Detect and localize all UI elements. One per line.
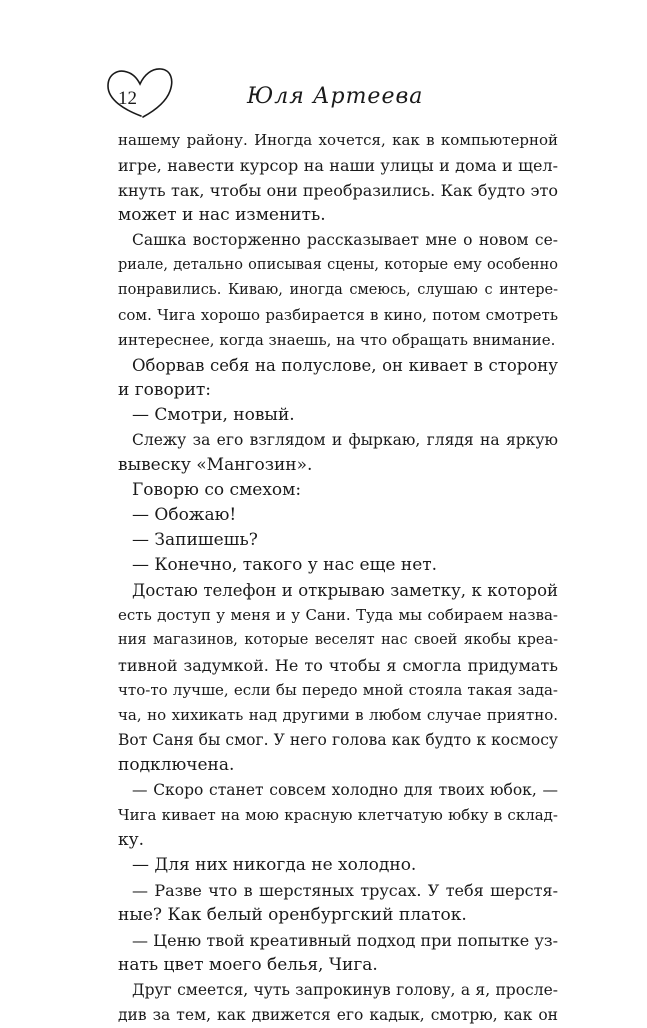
text-line: Говорю со смехом: [132, 480, 302, 500]
text-line: что-то лучше, если бы передо мной стояла такая зада- [118, 681, 558, 699]
text-line: понравились. Киваю, иногда смеюсь, слушаю с интере- [118, 282, 558, 298]
body-text [118, 128, 558, 1028]
text-line: сом. Чига хорошо разбирается в кино, потом смотреть [118, 306, 558, 324]
text-line: Вот Саня бы смог. У него голова как будто к космосу [118, 731, 558, 749]
text-line: — Запишешь? [132, 530, 258, 550]
text-line: Друг смеется, чуть запрокинув голову, а я, просле- [132, 981, 558, 999]
text-line: интереснее, когда знаешь, на что обращать внимание. [118, 331, 556, 349]
text-line: может и нас изменить. [118, 205, 326, 225]
text-line: нашему району. Иногда хочется, как в компьютерной [118, 131, 558, 149]
text-line: — Скоро станет совсем холодно для твоих юбок, — [132, 781, 558, 799]
text-line: ния магазинов, которые веселят нас своей якобы креа- [118, 632, 558, 648]
page-number: 12 [118, 88, 137, 109]
text-line: — Ценю твой креативный подход при попытке уз- [132, 931, 558, 950]
text-line: див за тем, как движется его кадык, смотрю, как он [118, 1006, 558, 1024]
text-line: игре, навести курсор на наши улицы и дома и щел- [118, 156, 558, 175]
text-line: — Конечно, такого у нас еще нет. [132, 555, 438, 575]
text-line: ные? Как белый оренбургский платок. [118, 905, 467, 925]
text-line: — Обожаю! [132, 505, 237, 525]
text-line: — Для них никогда не холодно. [132, 855, 417, 875]
author-name: Юля Артеева [247, 84, 424, 109]
text-line: ча, но хихикать над другими в любом случае приятно. [118, 706, 558, 724]
text-line: кнуть так, чтобы они преобразились. Как будто это [118, 181, 558, 200]
running-head [105, 66, 555, 118]
text-line: и говорит: [118, 380, 212, 400]
text-line: ку. [118, 830, 145, 850]
text-line: подключена. [118, 755, 235, 775]
text-line: Оборвав себя на полуслове, он кивает в сторону [132, 356, 558, 375]
text-line: риале, детально описывая сцены, которые ему особенно [118, 257, 558, 273]
text-line: вывеску «Мангозин». [118, 455, 313, 475]
text-line: Сашка восторженно рассказывает мне о новом се- [132, 231, 558, 249]
text-line: — Смотри, новый. [132, 405, 295, 425]
text-line: нать цвет моего белья, Чига. [118, 955, 378, 975]
text-line: тивной задумкой. Не то чтобы я смогла придумать [118, 656, 558, 675]
text-line: Слежу за его взглядом и фыркаю, глядя на яркую [132, 431, 558, 449]
text-line: — Разве что в шерстяных трусах. У тебя шерстя- [132, 881, 558, 900]
text-line: есть доступ у меня и у Сани. Туда мы собираем назва- [118, 606, 558, 624]
text-line: Достаю телефон и открываю заметку, к которой [132, 581, 558, 600]
text-line: Чига кивает на мою красную клетчатую юбку в склад- [118, 806, 558, 824]
heart-icon [105, 66, 175, 118]
